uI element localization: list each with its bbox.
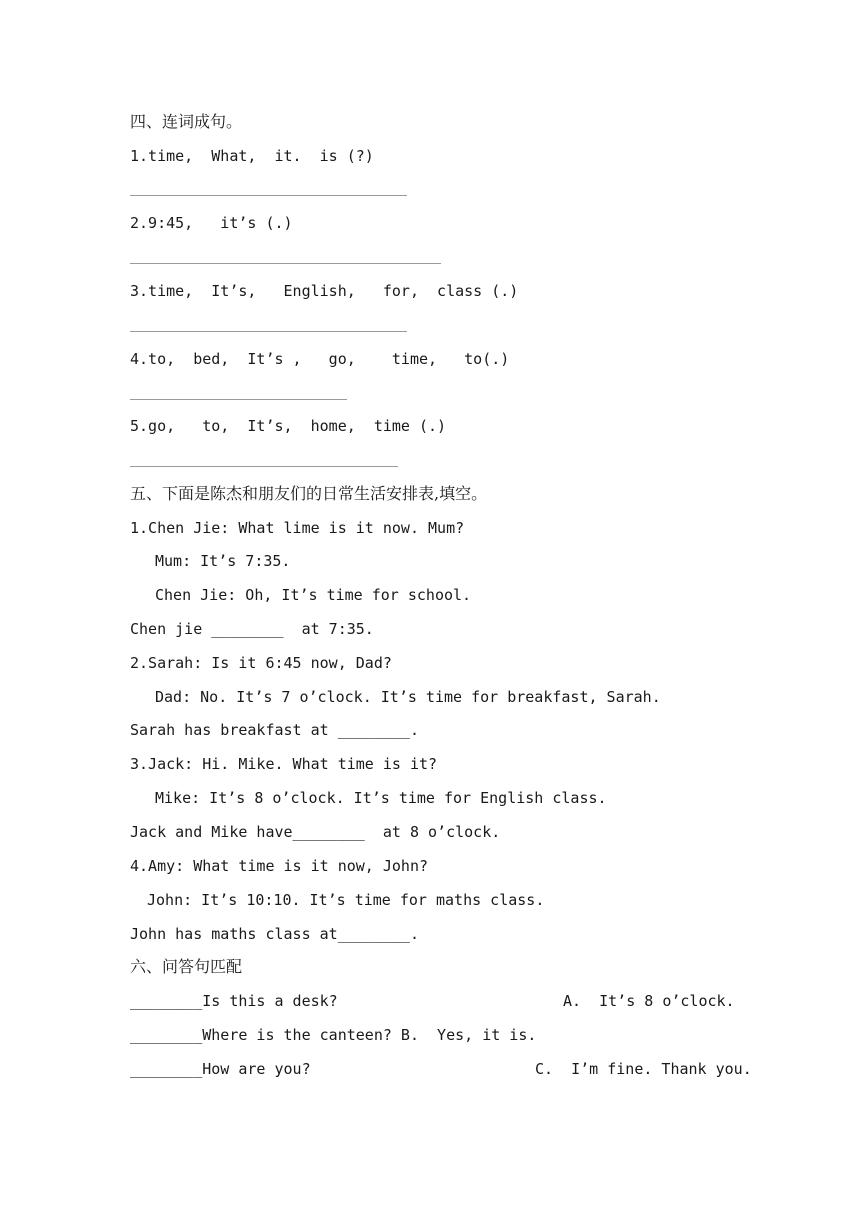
dialogue-3-question: 3.Jack: Hi. Mike. What time is it? (130, 755, 438, 773)
dialogue-1-fill: Chen jie ________ at 7:35. (130, 620, 374, 638)
dialogue-3-line-1: Mike: It’s 8 o’clock. It’s time for English class. (155, 789, 607, 807)
dialogue-4-question: 4.Amy: What time is it now, John? (130, 857, 429, 875)
dialogue-2-question: 2.Sarah: Is it 6:45 now, Dad? (130, 654, 392, 672)
sentence-item-1: 1.time, What, it. is (?) (130, 147, 374, 165)
answer-line-4 (130, 399, 347, 400)
sentence-item-5: 5.go, to, It’s, home, time (.) (130, 417, 447, 435)
dialogue-2-line-1: Dad: No. It’s 7 o’clock. It’s time for breakfast, Sarah. (155, 688, 661, 706)
section-4-heading: 四、连词成句。 (130, 112, 243, 131)
match-answer-c: C. I’m fine. Thank you. (535, 1060, 752, 1078)
match-question-2: ________Where is the canteen? B. Yes, it is. (130, 1026, 537, 1044)
answer-line-2 (130, 263, 441, 264)
match-answer-a: A. It’s 8 o’clock. (563, 992, 735, 1010)
match-question-3: ________How are you? (130, 1060, 311, 1078)
dialogue-4-fill: John has maths class at________. (130, 925, 419, 943)
dialogue-3-fill: Jack and Mike have________ at 8 o’clock. (130, 823, 501, 841)
dialogue-1-line-2: Chen Jie: Oh, It’s time for school. (155, 586, 472, 604)
section-6-heading: 六、问答句匹配 (130, 957, 243, 976)
dialogue-1-question: 1.Chen Jie: What lime is it now. Mum? (130, 519, 465, 537)
answer-line-5 (130, 466, 398, 467)
dialogue-1-line-1: Mum: It’s 7:35. (155, 552, 291, 570)
sentence-item-3: 3.time, It’s, English, for, class (.) (130, 282, 519, 300)
sentence-item-4: 4.to, bed, It’s , go, time, to(.) (130, 350, 510, 368)
answer-line-1 (130, 195, 407, 196)
match-question-1: ________Is this a desk? (130, 992, 338, 1010)
sentence-item-2: 2.9:45, it’s (.) (130, 214, 293, 232)
dialogue-2-fill: Sarah has breakfast at ________. (130, 721, 419, 739)
dialogue-4-line-1: John: It’s 10:10. It’s time for maths class. (147, 891, 545, 909)
answer-line-3 (130, 331, 407, 332)
section-5-heading: 五、下面是陈杰和朋友们的日常生活安排表,填空。 (130, 484, 488, 503)
